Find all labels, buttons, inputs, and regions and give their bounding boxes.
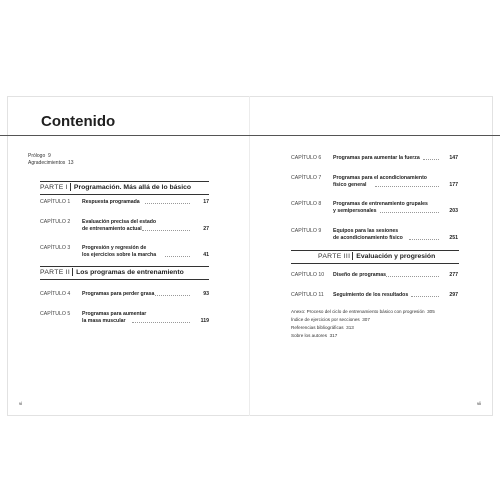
chapter-page: 41 [203, 252, 209, 258]
chapter-page: 147 [449, 155, 458, 161]
chapter-title-line2: la masa muscular [82, 318, 126, 324]
back-matter-item[interactable] [291, 325, 354, 330]
chapter-title: Programas para aumentar [82, 311, 147, 317]
leader-dots [165, 256, 190, 257]
book-gutter [249, 96, 250, 416]
leader-dots [411, 296, 439, 297]
part-heading [40, 268, 184, 276]
back-page: 305 [427, 309, 435, 314]
chapter-title-line2: de entrenamiento actual [82, 226, 142, 232]
chapter-number: CAPÍTULO 3 [40, 245, 71, 251]
chapter-number: CAPÍTULO 4 [40, 291, 71, 297]
right-folio: vii [477, 401, 482, 406]
leader-dots [375, 186, 439, 187]
chapter-title: Programas para aumentar la fuerza [333, 155, 420, 161]
back-page: 313 [346, 325, 354, 330]
chapter-page: 251 [449, 235, 458, 241]
back-matter-item[interactable] [291, 309, 435, 314]
back-label: Sobre los autores [291, 333, 328, 338]
part-label: PARTE III [318, 252, 351, 260]
chapter-title: Equipos para las sesiones [333, 228, 399, 234]
chapter-page: 297 [449, 292, 458, 298]
part-separator [70, 183, 71, 191]
back-matter-item[interactable] [291, 317, 370, 322]
front-matter-item [28, 153, 51, 159]
leader-dots [386, 276, 439, 277]
chapter-page: 27 [203, 226, 209, 232]
chapter-title-line2: y semipersonales [333, 208, 377, 214]
back-matter-item[interactable] [291, 333, 337, 338]
chapter-title: Programas para el acondicionamiento [333, 175, 427, 181]
chapter-title-line2: físico general [333, 182, 367, 188]
leader-dots [409, 239, 439, 240]
chapter-number: CAPÍTULO 6 [291, 155, 322, 161]
part-rule [40, 279, 209, 280]
chapter-title: Evaluación precisa del estado [82, 219, 157, 225]
chapter-number: CAPÍTULO 7 [291, 175, 322, 181]
back-label: Anexo: Proceso del ciclo de entrenamiento básico con progresión [291, 309, 425, 314]
chapter-page: 17 [203, 199, 209, 205]
back-label: Índice de ejercicios por secciones [291, 317, 360, 322]
chapter-number: CAPÍTULO 11 [291, 292, 324, 298]
part-rule [291, 250, 459, 251]
front-label: Prólogo [28, 153, 46, 159]
front-label: Agradecimientos [28, 160, 66, 166]
leader-dots [380, 212, 439, 213]
chapter-title-line2: de acondicionamiento físico [333, 235, 403, 241]
left-folio: vi [19, 401, 23, 406]
front-matter-item [28, 160, 74, 166]
back-page: 317 [329, 333, 338, 338]
chapter-number: CAPÍTULO 2 [40, 219, 71, 225]
leader-dots [423, 159, 439, 160]
chapter-number: CAPÍTULO 8 [291, 201, 322, 207]
chapter-number: CAPÍTULO 10 [291, 272, 325, 278]
chapter-page: 93 [203, 291, 209, 297]
chapter-number: CAPÍTULO 9 [291, 228, 322, 234]
back-page: 307 [362, 317, 370, 322]
chapter-page: 119 [200, 318, 209, 324]
chapter-title: Programas para perder grasa [82, 291, 155, 297]
part-heading [40, 183, 191, 191]
part-rule [40, 194, 209, 195]
chapter-title: Progresión y regresión de [82, 245, 147, 251]
chapter-title: Diseño de programas [333, 272, 387, 278]
chapter-page: 277 [449, 272, 458, 278]
leader-dots [142, 230, 190, 231]
part-heading [318, 252, 435, 260]
part-label: PARTE I [40, 183, 68, 191]
back-label: Referencias bibliográficas [291, 325, 344, 330]
page-title: Contenido [41, 113, 116, 130]
chapter-number: CAPÍTULO 1 [40, 199, 71, 205]
chapter-page: 177 [449, 182, 458, 188]
part-rule [40, 266, 209, 267]
part-title: Los programas de entrenamiento [76, 268, 184, 276]
leader-dots [132, 322, 190, 323]
front-page: 13 [68, 160, 74, 166]
chapter-title: Respuesta programada [82, 199, 140, 205]
chapter-title: Programas de entrenamiento grupales [333, 201, 428, 207]
chapter-title: Seguimiento de los resultados [333, 292, 409, 298]
chapter-number: CAPÍTULO 5 [40, 311, 71, 317]
leader-dots [155, 295, 190, 296]
part-rule [40, 181, 209, 182]
part-rule [291, 263, 459, 264]
leader-dots [145, 203, 190, 204]
front-page: 9 [48, 153, 51, 159]
part-title: Programación. Más allá de lo básico [73, 183, 192, 191]
part-label: PARTE II [40, 268, 71, 276]
chapter-page: 203 [449, 208, 458, 214]
part-separator [72, 268, 73, 276]
part-title: Evaluación y progresión [356, 252, 436, 260]
title-rule [0, 135, 500, 136]
part-separator [352, 252, 353, 260]
chapter-title-line2: los ejercicios sobre la marcha [82, 252, 157, 258]
